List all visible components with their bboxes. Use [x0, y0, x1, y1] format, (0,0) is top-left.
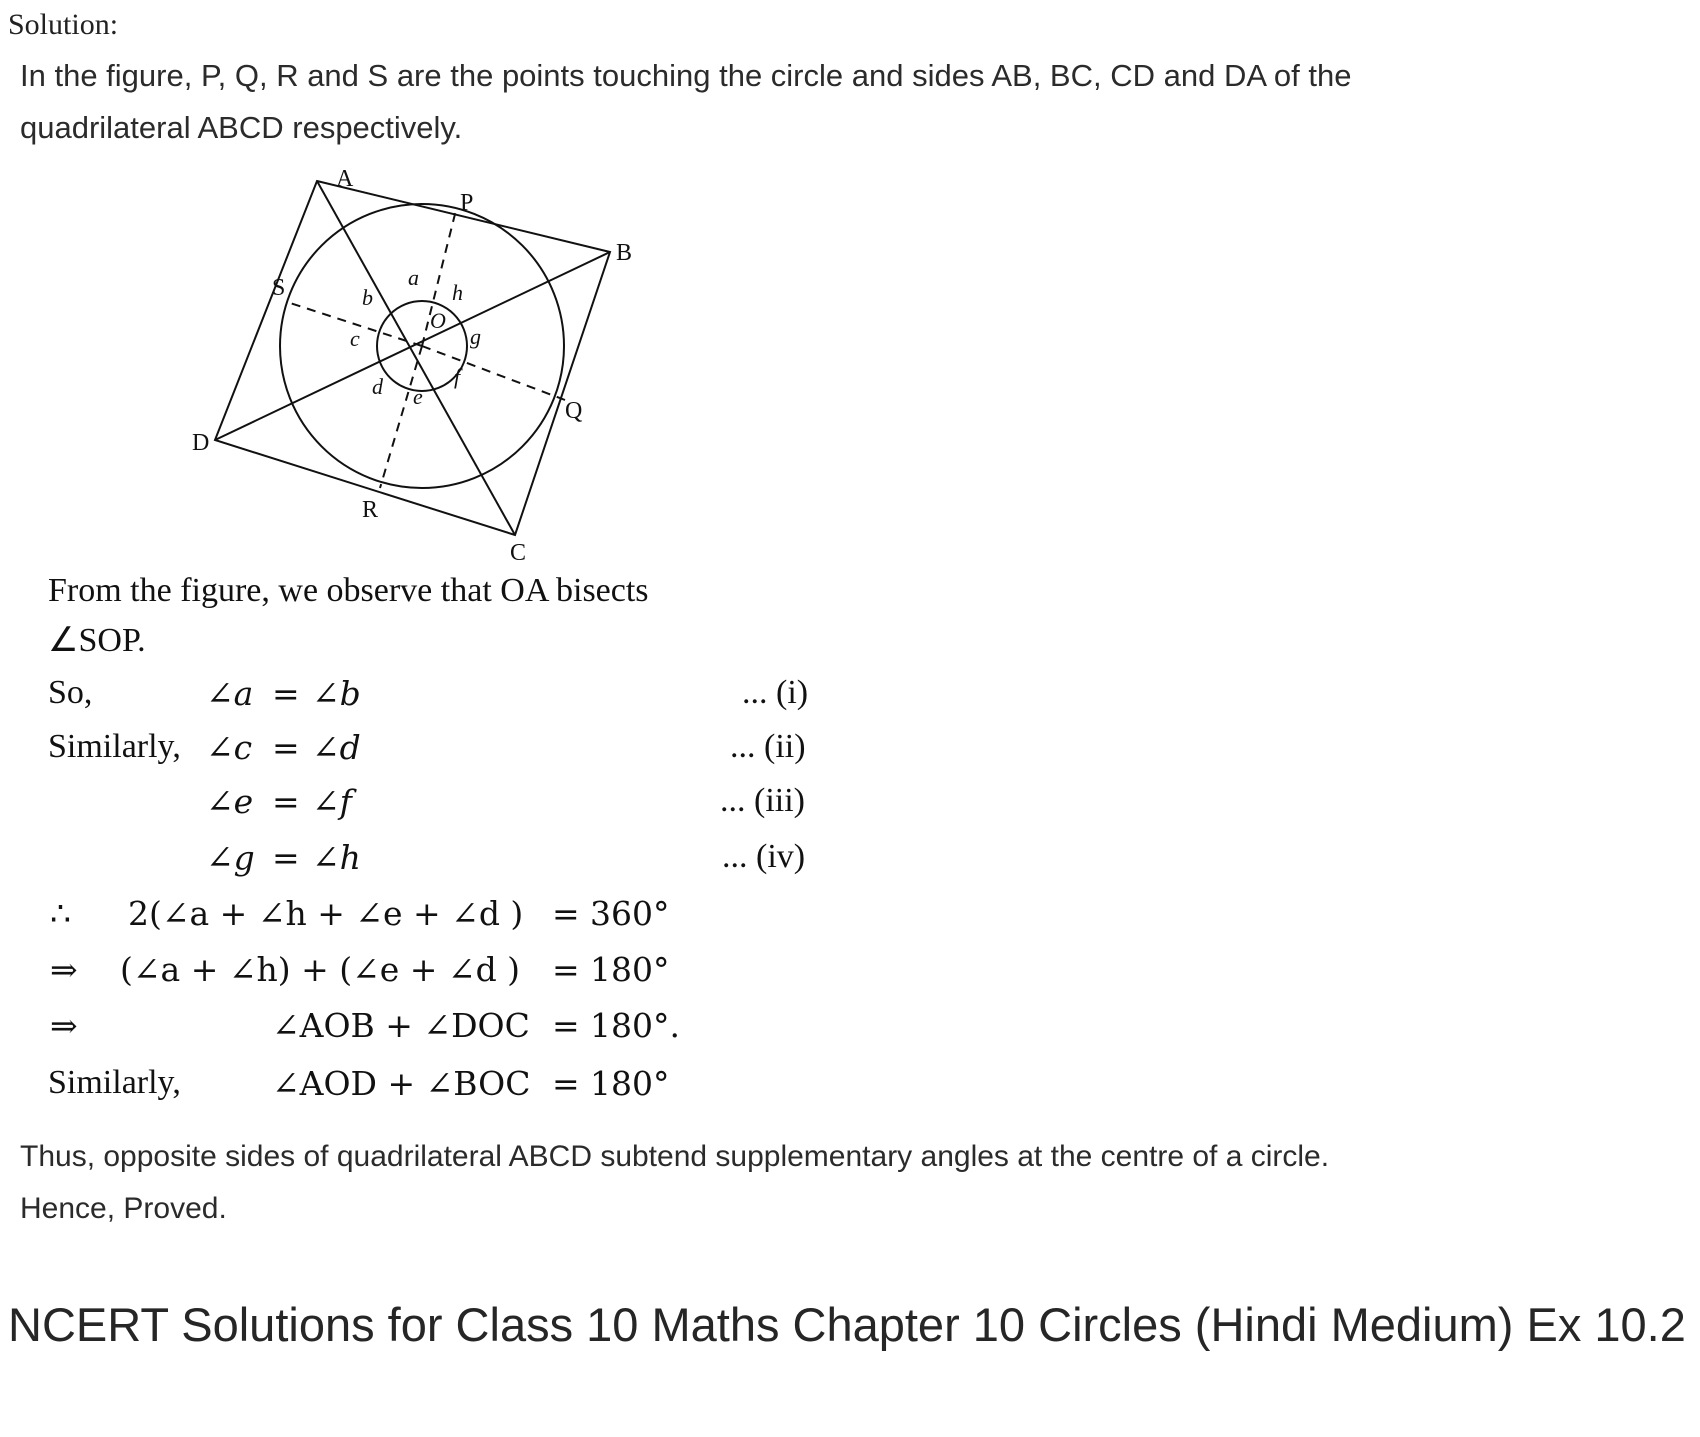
- deriv-2-equals: =: [552, 950, 580, 989]
- radius-or: [380, 346, 422, 488]
- eq-1-ref: ... (i): [742, 674, 809, 711]
- label-q: Q: [565, 398, 583, 424]
- deriv-1-rhs: 360°: [590, 894, 670, 933]
- eq-1-equals: =: [272, 674, 300, 713]
- eq-4-rhs: ∠h: [312, 838, 361, 877]
- deriv-1-equals: =: [552, 894, 580, 933]
- deriv-3-equals: =: [552, 1006, 580, 1045]
- label-b: B: [616, 240, 633, 266]
- eq-3-rhs: ∠f: [312, 782, 352, 821]
- deriv-1-symbol: ∴: [50, 894, 71, 933]
- eq-4-lhs: ∠g: [206, 838, 255, 877]
- eq-1-lhs: ∠a: [206, 674, 254, 713]
- angle-label-h: h: [452, 280, 463, 305]
- observation-line-2: ∠SOP.: [48, 622, 146, 659]
- angle-label-e: e: [413, 384, 423, 409]
- deriv-3-lhs: ∠AOB + ∠DOC: [272, 1006, 530, 1045]
- deriv-4-symbol: Similarly,: [48, 1064, 181, 1101]
- eq-2-equals: =: [272, 728, 300, 767]
- angle-label-d: d: [372, 374, 383, 399]
- angle-label-f: f: [454, 364, 461, 389]
- conclusion-line-2: Hence, Proved.: [20, 1192, 227, 1225]
- label-s: S: [272, 275, 286, 301]
- section-heading: NCERT Solutions for Class 10 Maths Chapter 10 Circles (Hindi Medium) Ex 10.2: [8, 1298, 1686, 1351]
- conclusion-line-1: Thus, opposite sides of quadrilateral ABCD subtend supplementary angles at the centre of a circle.: [20, 1140, 1330, 1173]
- intro-line-2: quadrilateral ABCD respectively.: [20, 110, 463, 145]
- eq-2-lhs: ∠c: [206, 728, 253, 767]
- deriv-2-rhs: 180°: [590, 950, 670, 989]
- deriv-4-equals: =: [552, 1064, 580, 1103]
- angle-label-g: g: [470, 324, 481, 349]
- solution-label: Solution:: [8, 8, 119, 41]
- label-d: D: [192, 430, 210, 456]
- eq-3-ref: ... (iii): [720, 782, 805, 819]
- eq-3-lhs: ∠e: [206, 782, 254, 821]
- intro-line-1: In the figure, P, Q, R and S are the points touching the circle and sides AB, BC, CD and DA of the: [20, 58, 1352, 93]
- eq-2-prefix: Similarly,: [48, 728, 181, 765]
- label-r: R: [362, 497, 379, 523]
- eq-1-rhs: ∠b: [312, 674, 361, 713]
- eq-3-equals: =: [272, 782, 300, 821]
- angle-label-a: a: [408, 265, 419, 290]
- observation-line-1: From the figure, we observe that OA bisects: [48, 572, 649, 609]
- deriv-3-rhs: 180°.: [590, 1006, 680, 1045]
- eq-2-rhs: ∠d: [312, 728, 361, 767]
- quadrilateral-abcd: [215, 181, 610, 535]
- label-p: P: [460, 190, 474, 216]
- label-o: O: [430, 308, 446, 333]
- eq-1-prefix: So,: [48, 674, 93, 711]
- label-a: A: [336, 166, 354, 192]
- deriv-1-lhs: 2(∠a + ∠h + ∠e + ∠d ): [128, 894, 524, 933]
- deriv-2-lhs: (∠a + ∠h) + (∠e + ∠d ): [120, 950, 521, 989]
- eq-4-equals: =: [272, 838, 300, 877]
- deriv-4-lhs: ∠AOD + ∠BOC: [272, 1064, 531, 1103]
- deriv-4-rhs: 180°: [590, 1064, 670, 1103]
- label-c: C: [510, 540, 527, 566]
- angle-label-b: b: [362, 285, 373, 310]
- radius-oq: [422, 346, 565, 400]
- deriv-3-symbol: ⇒: [50, 1006, 78, 1045]
- eq-4-ref: ... (iv): [722, 838, 806, 875]
- angle-label-c: c: [350, 326, 360, 351]
- quadrilateral-circle-figure: [0, 0, 700, 570]
- deriv-2-symbol: ⇒: [50, 950, 78, 989]
- eq-2-ref: ... (ii): [730, 728, 806, 765]
